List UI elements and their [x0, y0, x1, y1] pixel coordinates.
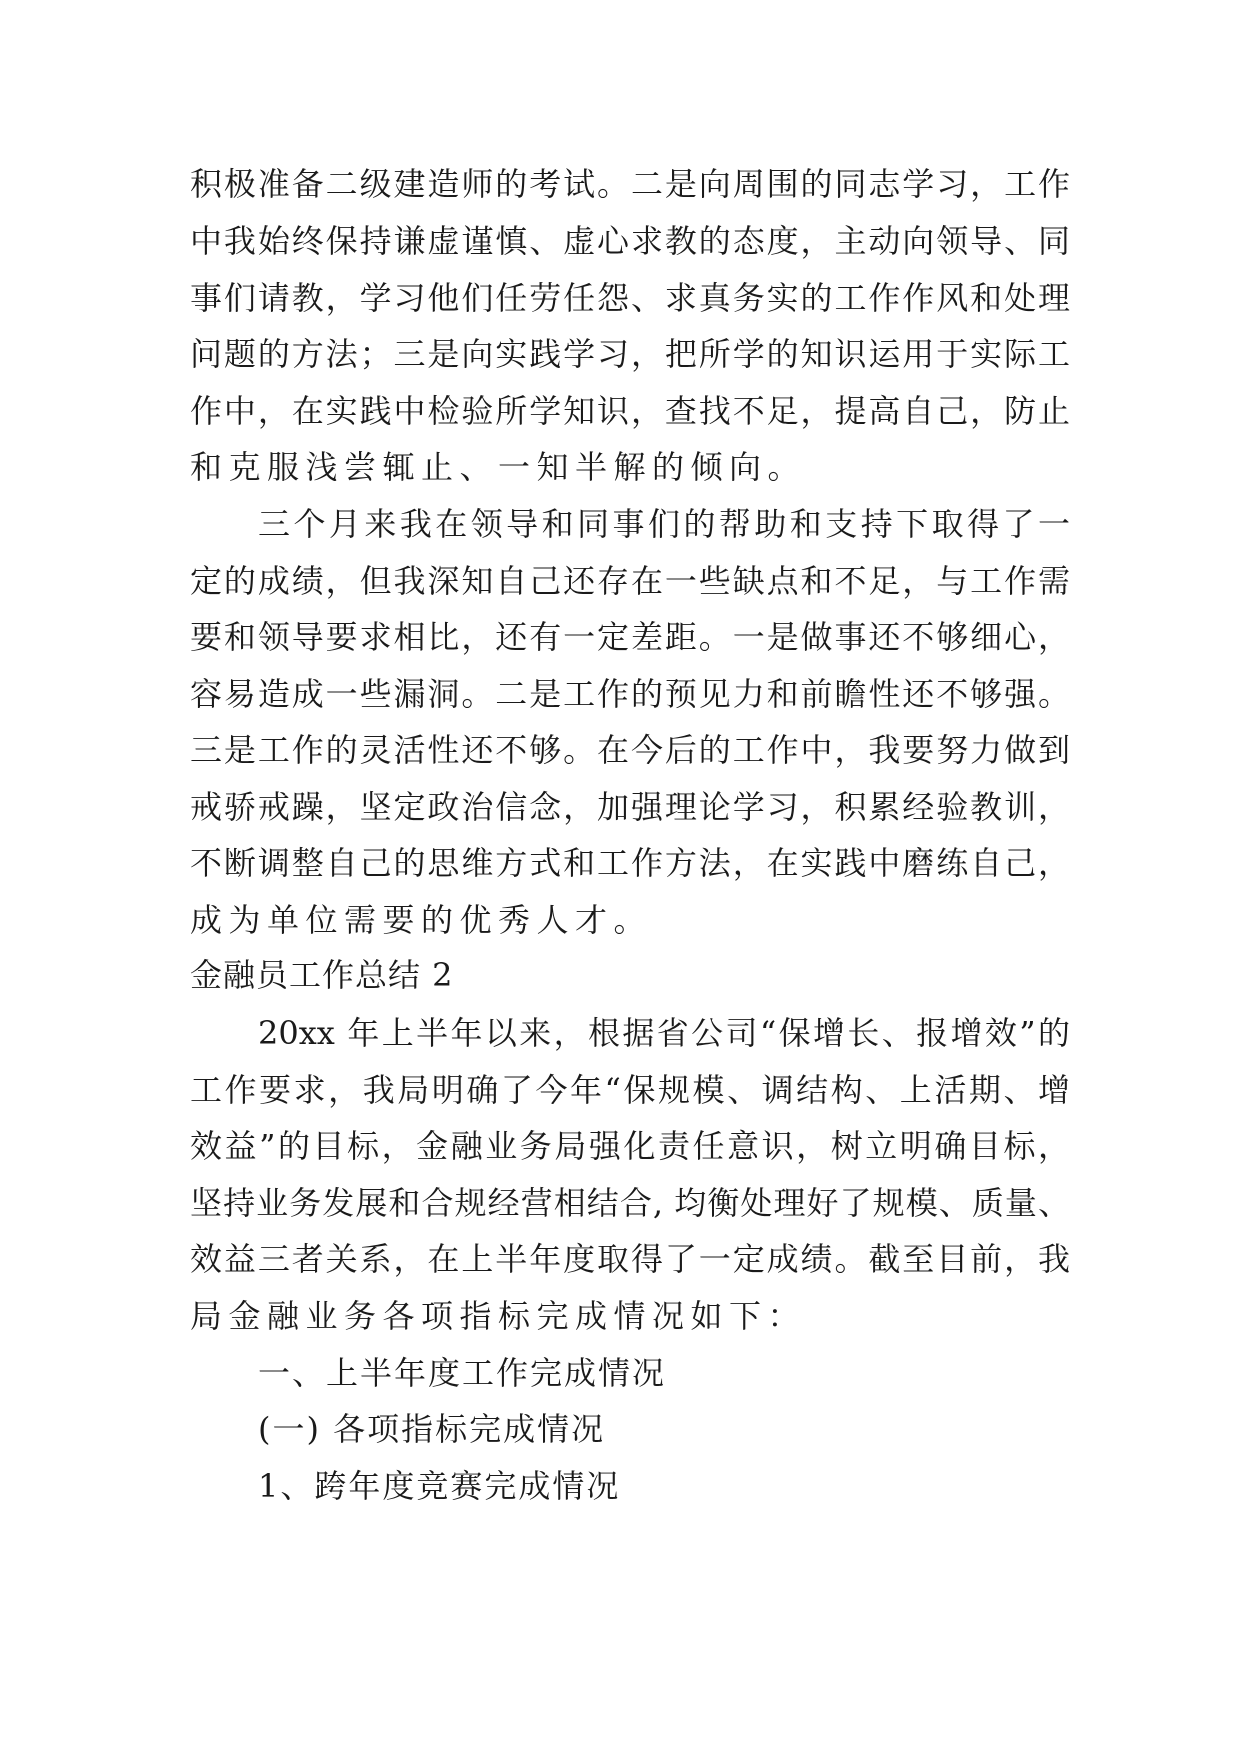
paragraph-line: 三是工作的灵活性还不够。在今后的工作中，我要努力做到: [190, 731, 1070, 769]
paragraph-line: 效益三者关系，在上半年度取得了一定成绩。截至目前，我: [190, 1240, 1070, 1278]
section-title: 金融员工作总结 2: [190, 956, 454, 994]
heading-level-1: 一、上半年度工作完成情况: [258, 1354, 667, 1392]
paragraph-line: 作中，在实践中检验所学知识，查找不足，提高自己，防止: [190, 392, 1070, 430]
paragraph-line: 要和领导要求相比，还有一定差距。一是做事还不够细心，: [190, 618, 1070, 656]
paragraph-line: 三个月来我在领导和同事们的帮助和支持下取得了一: [258, 505, 1070, 543]
paragraph-line: 不断调整自己的思维方式和工作方法，在实践中磨练自己，: [190, 844, 1070, 882]
paragraph-line: 积极准备二级建造师的考试。二是向周围的同志学习，工作: [190, 165, 1070, 203]
heading-level-3: 1、跨年度竞赛完成情况: [258, 1467, 621, 1505]
paragraph-line: 中我始终保持谦虚谨慎、虚心求教的态度，主动向领导、同: [190, 222, 1070, 260]
paragraph-line: 戒骄戒躁，坚定政治信念，加强理论学习，积累经验教训，: [190, 788, 1070, 826]
paragraph-line: 和克服浅尝辄止、一知半解的倾向。: [190, 448, 807, 486]
paragraph-line: 效益”的目标，金融业务局强化责任意识，树立明确目标，: [190, 1127, 1070, 1165]
heading-level-2: (一) 各项指标完成情况: [258, 1410, 606, 1448]
paragraph-line: 定的成绩，但我深知自己还存在一些缺点和不足，与工作需: [190, 562, 1070, 600]
paragraph-line: 20xx 年上半年以来，根据省公司“保增长、报增效”的: [258, 1014, 1070, 1052]
paragraph-line: 坚持业务发展和合规经营相结合, 均衡处理好了规模、质量、: [190, 1184, 1070, 1222]
paragraph-line: 局金融业务各项指标完成情况如下：: [190, 1297, 807, 1335]
paragraph-line: 成为单位需要的优秀人才。: [190, 901, 653, 939]
paragraph-line: 事们请教，学习他们任劳任怨、求真务实的工作作风和处理: [190, 279, 1070, 317]
paragraph-line: 工作要求，我局明确了今年“保规模、调结构、上活期、增: [190, 1071, 1070, 1109]
paragraph-line: 容易造成一些漏洞。二是工作的预见力和前瞻性还不够强。: [190, 675, 1070, 713]
paragraph-line: 问题的方法；三是向实践学习，把所学的知识运用于实际工: [190, 335, 1070, 373]
